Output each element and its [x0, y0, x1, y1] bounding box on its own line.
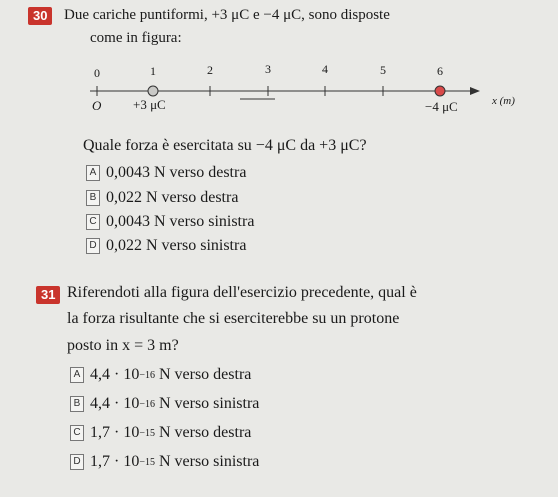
option-text: 0,0043 N verso destra — [106, 164, 247, 181]
charge1-label: +3 μC — [133, 97, 166, 112]
option-letter: A — [86, 165, 100, 181]
option-mantissa: 4,4 · 10 — [90, 395, 140, 412]
option-mantissa: 4,4 · 10 — [90, 366, 140, 383]
option-mantissa: 1,7 · 10 — [90, 453, 140, 470]
option-exponent: −15 — [139, 456, 155, 468]
option-31-c[interactable] — [70, 424, 251, 442]
option-direction: N verso destra — [154, 424, 252, 441]
option-text: 0,0043 N verso sinistra — [106, 213, 255, 230]
tick-label-4: 4 — [322, 62, 328, 76]
exercise-30-text-line1: Due cariche puntiformi, +3 μC e −4 μC, sono disposte — [64, 7, 390, 23]
x-axis-arrow — [470, 87, 480, 95]
tick-label-5: 5 — [380, 63, 386, 77]
exercise-31-text-line1: Riferendoti alla figura dell'esercizio precedente, qual è — [67, 284, 417, 301]
option-letter: C — [86, 214, 100, 230]
exercise-number-30: 30 — [28, 7, 52, 25]
exercise-31-text-line2: la forza risultante che si eserciterebbe su un protone — [67, 310, 400, 327]
question-30: Quale forza è esercitata su −4 μC da +3 μC? — [83, 137, 367, 154]
option-exponent: −16 — [139, 369, 155, 381]
exercise-31-text-line3: posto in x = 3 m? — [67, 337, 179, 354]
option-exponent: −15 — [139, 427, 155, 439]
option-letter: A — [70, 367, 84, 383]
option-30-b[interactable] — [86, 189, 238, 207]
option-31-b[interactable] — [70, 395, 259, 413]
tick-label-1: 1 — [150, 64, 156, 78]
tick-label-0: 0 — [94, 66, 100, 80]
option-direction: N verso destra — [154, 366, 252, 383]
option-exponent: −16 — [139, 398, 155, 410]
charge2-label: −4 μC — [425, 99, 458, 114]
origin-label: O — [92, 98, 102, 113]
option-mantissa: 1,7 · 10 — [90, 424, 140, 441]
charge-negative-marker — [435, 86, 445, 96]
exercise-number-31: 31 — [36, 286, 60, 304]
option-letter: B — [70, 396, 84, 412]
charge-positive-marker — [148, 86, 158, 96]
axis-label: x (m) — [492, 95, 515, 107]
option-30-a[interactable] — [86, 164, 246, 182]
option-30-c[interactable] — [86, 213, 254, 231]
option-letter: B — [86, 190, 100, 206]
tick-label-2: 2 — [207, 63, 213, 77]
charge-figure — [0, 55, 558, 125]
option-letter: C — [70, 425, 84, 441]
option-letter: D — [86, 238, 100, 254]
option-31-d[interactable] — [70, 453, 259, 471]
option-letter: D — [70, 454, 84, 470]
tick-label-3: 3 — [265, 62, 271, 76]
tick-label-6: 6 — [437, 64, 443, 78]
option-31-a[interactable] — [70, 366, 251, 384]
option-direction: N verso sinistra — [154, 395, 260, 412]
exercise-30-text-line2: come in figura: — [90, 30, 182, 46]
option-text: 0,022 N verso destra — [106, 189, 239, 206]
option-text: 0,022 N verso sinistra — [106, 237, 247, 254]
option-30-d[interactable] — [86, 237, 246, 255]
option-direction: N verso sinistra — [154, 453, 260, 470]
